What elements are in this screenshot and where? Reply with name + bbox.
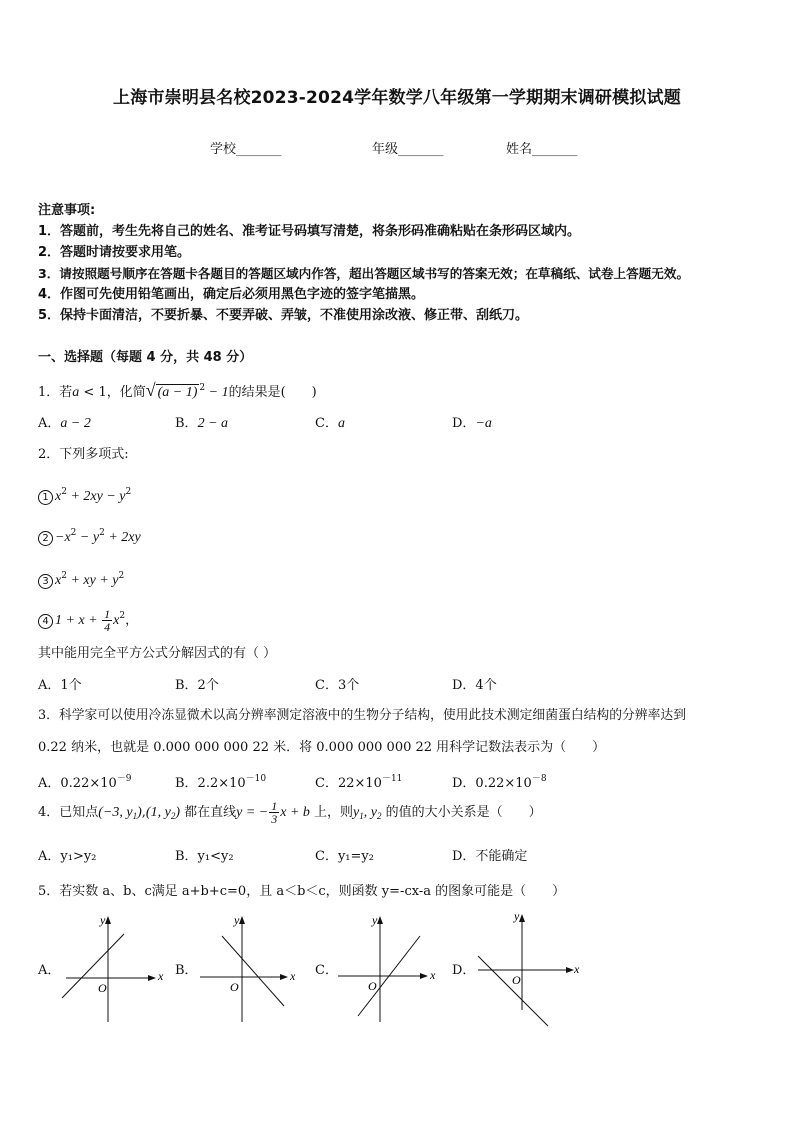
q4-option-c[interactable]: C．y₁=y₂ — [315, 849, 374, 864]
fraction: $\frac{1}{4}$ — [104, 607, 111, 634]
graph-c[interactable] — [332, 912, 442, 1024]
origin-label: O — [230, 980, 239, 994]
q3-option-b[interactable]: B．$2.2\times 10^{-10}$ — [175, 774, 267, 791]
q2-option-b[interactable]: B．2个 — [175, 678, 219, 693]
q5-option-b[interactable]: B． — [175, 963, 198, 978]
name-field[interactable]: 姓名_______ — [506, 142, 578, 157]
q4-option-d[interactable]: D．不能确定 — [452, 849, 528, 864]
notice-item: 4．作图可先使用铅笔画出，确定后必须用黑色字迹的签字笔描黑。 — [38, 287, 425, 302]
fraction: $\frac{1}{3}$ — [271, 799, 278, 826]
q2-option-d[interactable]: D．4个 — [452, 678, 497, 693]
q2-item-1: 1 $x^2 + 2xy - y^2$ — [38, 484, 131, 505]
q1-option-d[interactable]: D．−a — [452, 416, 492, 431]
question-5: 5．若实数 a、b、c满足 a+b+c=0，且 a＜b＜c，则函数 y=-cx-a 的图象可能是（ ） — [38, 884, 566, 899]
q1-option-c[interactable]: C．a — [315, 416, 345, 431]
q5-option-c[interactable]: C． — [315, 963, 338, 978]
q1-option-a[interactable]: A．a − 2 — [38, 416, 91, 431]
q3-option-c[interactable]: C．$22\times 10^{-11}$ — [315, 774, 403, 791]
origin-label: O — [368, 979, 377, 993]
q3-option-a[interactable]: A．$0.22\times 10^{-9}$ — [38, 774, 132, 791]
axis-y-label: y — [514, 909, 520, 923]
axis-x-label: x — [430, 968, 436, 982]
question-2-stem: 2．下列多项式: — [38, 447, 129, 462]
question-4: 4．已知点(−3, $y_1),(1$, $y_2$) 都在直线y = − $\frac{1}{3}$ x + b 上，则$y_1$, $y_2$ 的值的大小关系是（ ） — [38, 799, 542, 826]
axis-x-label: x — [158, 969, 164, 983]
q5-option-d[interactable]: D． — [452, 963, 476, 978]
graph-a[interactable] — [60, 912, 170, 1024]
q1-option-b[interactable]: B．2 − a — [175, 416, 229, 431]
axis-x-label: x — [290, 969, 296, 983]
page-title: 上海市崇明县名校2023-2024学年数学八年级第一学期期末调研模拟试题 — [113, 88, 681, 108]
origin-label: O — [98, 981, 107, 995]
q4-option-b[interactable]: B．y₁<y₂ — [175, 849, 234, 864]
axis-y-label: y — [372, 913, 378, 927]
axis-x-label: x — [574, 962, 580, 976]
graph-b[interactable] — [190, 912, 300, 1024]
question-3-line1: 3．科学家可以使用冷冻显微术以高分辨率测定溶液中的生物分子结构，使用此技术测定细菌蛋白结构的分辨率达到 — [38, 708, 686, 723]
q2-option-c[interactable]: C．3个 — [315, 678, 360, 693]
notice-item: 2．答题时请按要求用笔。 — [38, 245, 191, 260]
grade-field[interactable]: 年级_______ — [372, 142, 444, 157]
q2-item-2: $2 -x^2 - y^2 + 2xy$ — [38, 525, 141, 546]
notice-heading: 注意事项: — [38, 203, 96, 218]
q2-item-3: 3 $x^2$ + xy + $y^2$ — [38, 568, 124, 589]
question-2-text: 其中能用完全平方公式分解因式的有（ ） — [38, 646, 277, 661]
axis-y-label: y — [100, 913, 106, 927]
q3-option-d[interactable]: D．$0.22\times 10^{-8}$ — [452, 774, 547, 791]
q2-option-a[interactable]: A．1个 — [38, 678, 82, 693]
question-1: 1．若a < 1，化简√ (a − 1) $^2$ − 1的结果是( ) — [38, 377, 317, 404]
question-3-line2: 0.22 纳米，也就是 0.000 000 000 22 米．将 0.000 000 000 22 用科学记数法表示为（ ） — [38, 740, 606, 755]
notice-item: 1．答题前，考生先将自己的姓名、准考证号码填写清楚，将条形码准确粘贴在条形码区域内。 — [38, 224, 581, 239]
school-field[interactable]: 学校_______ — [210, 142, 282, 157]
q5-option-a[interactable]: A． — [38, 963, 61, 978]
sqrt-expression: √ (a − 1) — [145, 380, 198, 400]
graph-d[interactable] — [470, 906, 582, 1030]
section-heading: 一、选择题（每题 4 分，共 48 分） — [38, 350, 253, 365]
axis-y-label: y — [234, 913, 240, 927]
notice-item: 5．保持卡面清洁，不要折暴、不要弄破、弄皱，不准使用涂改液、修正带、刮纸刀。 — [38, 308, 529, 323]
q2-item-4: 4 1 + x + $\frac{1}{4}$ $x^2$， — [38, 600, 138, 637]
origin-label: O — [512, 973, 521, 987]
notice-item: 3．请按照题号顺序在答题卡各题目的答题区域内作答，超出答题区域书写的答案无效；在草稿纸、试卷上答题无效。 — [38, 266, 690, 281]
q4-option-a[interactable]: A．y₁>y₂ — [38, 849, 97, 864]
